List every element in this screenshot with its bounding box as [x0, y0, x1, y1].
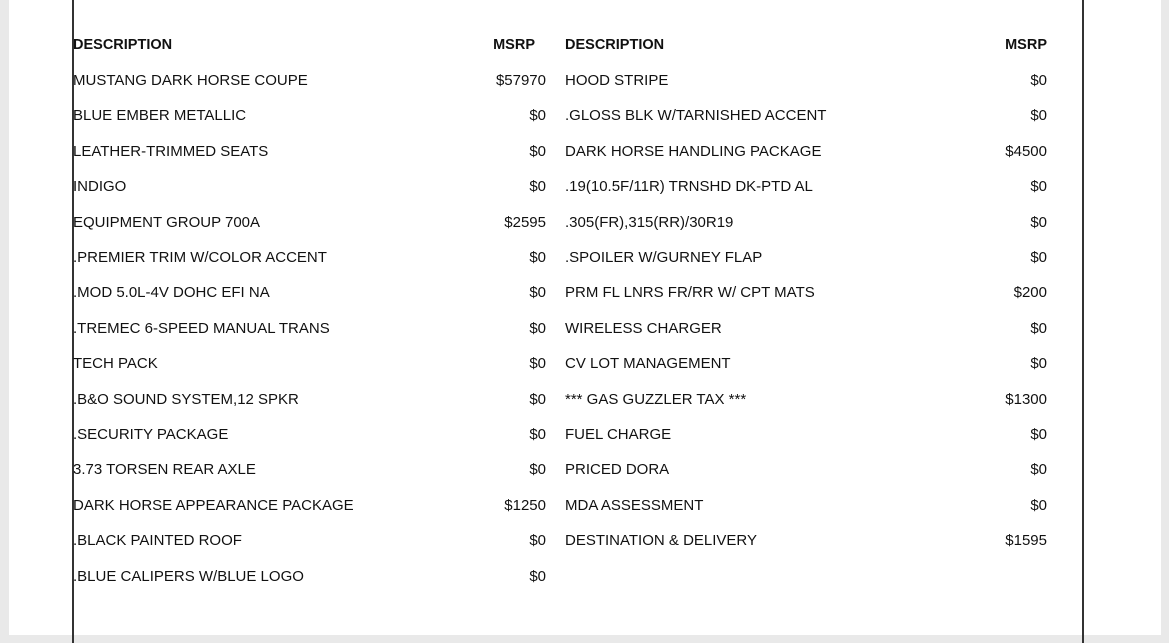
option-msrp: $0: [529, 426, 546, 443]
right-option-row: [565, 69, 1047, 93]
option-description: BLUE EMBER METALLIC: [73, 107, 247, 125]
option-msrp: $0: [1030, 178, 1047, 196]
option-msrp: $4500: [1005, 142, 1047, 160]
right-option-row: [565, 140, 1047, 164]
option-msrp: $0: [1030, 72, 1047, 89]
left-column-header: [73, 33, 546, 57]
left-description-header: DESCRIPTION: [73, 37, 173, 53]
left-option-row: [73, 494, 546, 518]
option-description: .B&O SOUND SYSTEM,12 SPKR: [73, 390, 299, 408]
option-description: FUEL CHARGE: [565, 426, 672, 443]
option-msrp: $0: [529, 178, 546, 196]
option-description: PRICED DORA: [565, 461, 670, 479]
left-msrp-header: MSRP: [493, 37, 535, 53]
option-description: .MOD 5.0L-4V DOHC EFI NA: [73, 284, 270, 302]
option-msrp: $0: [529, 355, 546, 373]
option-msrp: $0: [529, 319, 546, 337]
left-option-row: [73, 388, 546, 412]
right-description-header: DESCRIPTION: [565, 37, 665, 53]
left-option-row: [73, 104, 546, 128]
left-option-row: [73, 140, 546, 164]
right-option-row: [565, 317, 1047, 341]
option-msrp: $0: [529, 142, 546, 160]
option-msrp: $2595: [504, 213, 546, 231]
left-option-row: [73, 458, 546, 482]
option-msrp: $1595: [1005, 532, 1047, 550]
option-description: 3.73 TORSEN REAR AXLE: [73, 461, 256, 479]
left-option-row: [73, 565, 546, 589]
option-msrp: $0: [1030, 355, 1047, 373]
left-option-row: [73, 352, 546, 376]
option-description: .SECURITY PACKAGE: [73, 426, 229, 443]
option-msrp: $0: [529, 249, 546, 266]
option-description: .SPOILER W/GURNEY FLAP: [565, 249, 763, 266]
option-description: MUSTANG DARK HORSE COUPE: [73, 72, 308, 89]
option-description: *** GAS GUZZLER TAX ***: [565, 390, 747, 408]
left-option-row: [73, 69, 546, 93]
option-description: .305(FR),315(RR)/30R19: [565, 213, 734, 231]
right-option-row: [565, 246, 1047, 270]
right-column-header: [565, 33, 1047, 57]
option-description: DARK HORSE HANDLING PACKAGE: [565, 142, 822, 160]
option-msrp: $0: [529, 284, 546, 302]
right-option-row: [565, 529, 1047, 553]
left-option-row: [73, 423, 546, 447]
option-description: CV LOT MANAGEMENT: [565, 355, 731, 373]
right-option-row: [565, 281, 1047, 305]
option-description: LEATHER-TRIMMED SEATS: [73, 142, 269, 160]
right-option-row: [565, 388, 1047, 412]
option-msrp: $57970: [495, 72, 546, 89]
option-description: MDA ASSESSMENT: [565, 496, 704, 514]
left-option-row: [73, 211, 546, 235]
right-option-row: [565, 458, 1047, 482]
option-msrp: $0: [1030, 426, 1047, 443]
left-option-row: [73, 317, 546, 341]
right-option-row: [565, 175, 1047, 199]
right-msrp-header: MSRP: [1005, 37, 1047, 53]
option-msrp: $0: [1030, 213, 1047, 231]
option-msrp: $0: [1030, 319, 1047, 337]
left-option-row: [73, 281, 546, 305]
option-msrp: $0: [529, 390, 546, 408]
right-option-row: [565, 494, 1047, 518]
option-description: INDIGO: [73, 178, 127, 196]
right-option-row: [565, 104, 1047, 128]
option-msrp: $0: [1030, 107, 1047, 125]
option-description: TECH PACK: [73, 355, 158, 373]
option-description: PRM FL LNRS FR/RR W/ CPT MATS: [565, 284, 815, 302]
right-option-row: [565, 211, 1047, 235]
left-option-row: [73, 529, 546, 553]
option-description: HOOD STRIPE: [565, 72, 669, 89]
option-msrp: $1300: [1005, 390, 1047, 408]
left-option-row: [73, 175, 546, 199]
option-msrp: $1250: [504, 496, 546, 514]
option-msrp: $0: [1030, 249, 1047, 266]
option-msrp: $0: [529, 461, 546, 479]
right-option-row: [565, 423, 1047, 447]
option-description: .PREMIER TRIM W/COLOR ACCENT: [73, 249, 327, 266]
option-description: WIRELESS CHARGER: [565, 319, 722, 337]
option-description: .GLOSS BLK W/TARNISHED ACCENT: [565, 107, 827, 125]
option-msrp: $0: [1030, 461, 1047, 479]
option-description: .BLACK PAINTED ROOF: [73, 532, 242, 550]
option-description: DESTINATION & DELIVERY: [565, 532, 757, 550]
right-option-row: [565, 352, 1047, 376]
left-option-row: [73, 246, 546, 270]
option-description: EQUIPMENT GROUP 700A: [73, 213, 261, 231]
option-description: .TREMEC 6-SPEED MANUAL TRANS: [73, 319, 330, 337]
option-msrp: $0: [529, 107, 546, 125]
option-description: .BLUE CALIPERS W/BLUE LOGO: [73, 567, 304, 585]
option-msrp: $0: [1030, 496, 1047, 514]
option-description: .19(10.5F/11R) TRNSHD DK-PTD AL: [565, 178, 813, 196]
option-description: DARK HORSE APPEARANCE PACKAGE: [73, 496, 354, 514]
option-msrp: $200: [1013, 284, 1047, 302]
option-msrp: $0: [529, 567, 546, 585]
option-msrp: $0: [529, 532, 546, 550]
